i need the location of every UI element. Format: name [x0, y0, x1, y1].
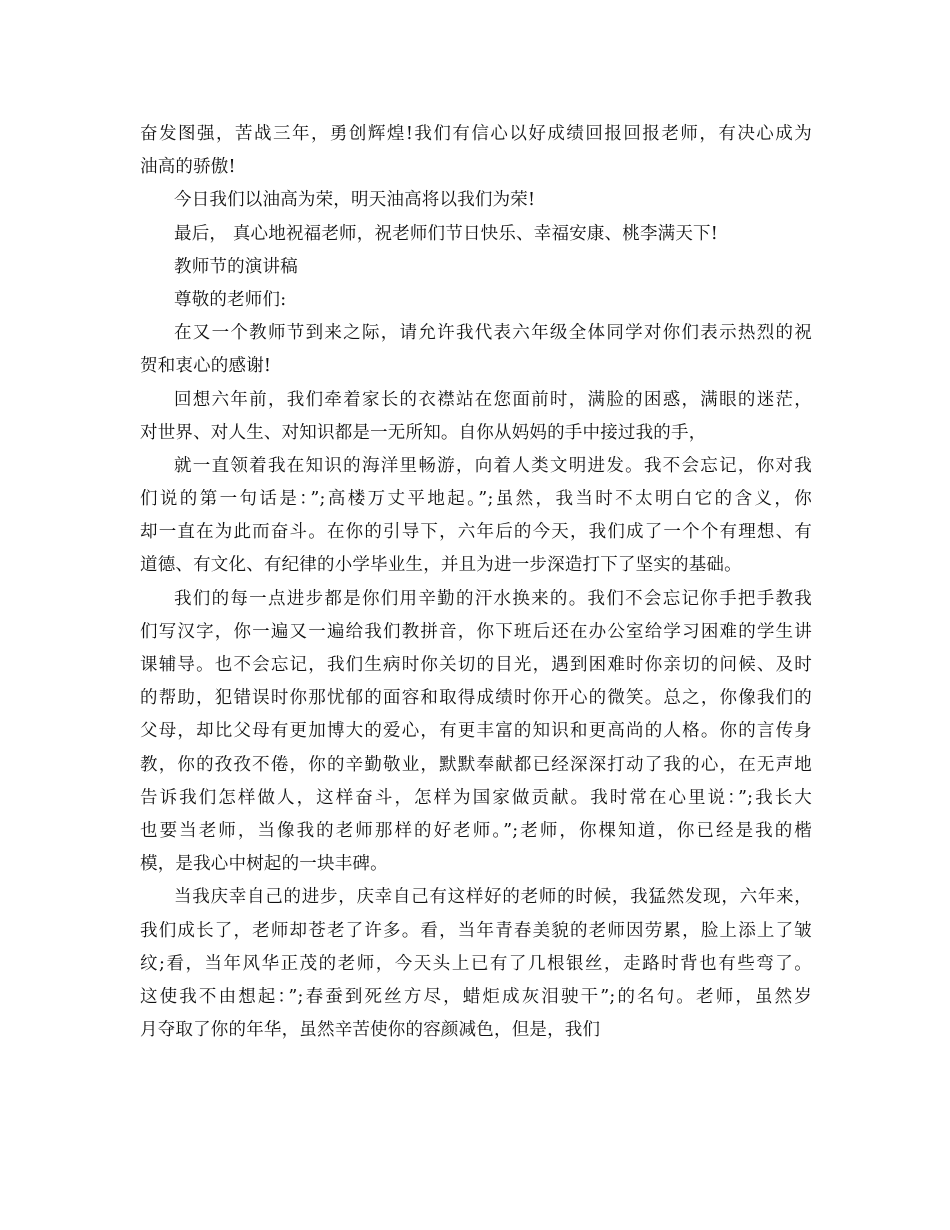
text-line: 我们的每一点进步都是你们用辛勤的汗水换来的。我们不会忘记你手把手教我	[174, 588, 812, 609]
text-line: 也要当老师，当像我的老师那样的好老师。”;老师，你棵知道，你已经是我的楷	[140, 820, 812, 841]
text-line: 贺和衷心的感谢!	[140, 356, 272, 377]
text-line: 告诉我们怎样做人，这样奋斗，怎样为国家做贡献。我时常在心里说：”;我长大	[140, 787, 812, 808]
body-text	[140, 118, 812, 1047]
text-line: 月夺取了你的年华，虽然辛苦使你的容颜减色，但是，我们	[140, 1020, 601, 1041]
text-line: 们写汉字，你一遍又一遍给我们教拼音，你下班后还在办公室给学习困难的学生讲	[140, 621, 812, 642]
text-line: 纹;看，当年风华正茂的老师，今天头上已有了几根银丝，走路时背也有些弯了。	[140, 953, 812, 974]
text-line: 对世界、对人生、对知识都是一无所知。自你从妈妈的手中接过我的手，	[140, 422, 707, 443]
text-line: 的帮助，犯错误时你那忧郁的面容和取得成绩时你开心的微笑。总之，你像我们的	[140, 688, 812, 709]
text-line: 尊敬的老师们:	[174, 289, 287, 310]
text-line: 最后， 真心地祝福老师，祝老师们节日快乐、幸福安康、桃李满天下!	[174, 223, 718, 244]
text-line: 在又一个教师节到来之际，请允许我代表六年级全体同学对你们表示热烈的祝	[174, 323, 812, 344]
text-line: 我们成长了，老师却苍老了许多。看，当年青春美貌的老师因劳累，脸上添上了皱	[140, 920, 812, 941]
text-line: 当我庆幸自己的进步，庆幸自己有这样好的老师的时候，我猛然发现，六年来，	[174, 887, 812, 908]
text-line: 模，是我心中树起的一块丰碑。	[140, 854, 388, 875]
text-line: 这使我不由想起：”;春蚕到死丝方尽，蜡炬成灰泪驶干”;的名句。老师，虽然岁	[140, 986, 812, 1007]
text-line: 道德、有文化、有纪律的小学毕业生，并且为进一步深造打下了坚实的基础。	[140, 555, 742, 576]
text-line: 却一直在为此而奋斗。在你的引导下，六年后的今天，我们成了一个个有理想、有	[140, 522, 812, 543]
text-line: 们说的第一句话是：”;高楼万丈平地起。”;虽然，我当时不太明白它的含义，你	[140, 489, 812, 510]
text-line: 回想六年前，我们牵着家长的衣襟站在您面前时，满脸的困惑，满眼的迷茫，	[174, 389, 812, 410]
text-line: 就一直领着我在知识的海洋里畅游，向着人类文明进发。我不会忘记，你对我	[174, 455, 812, 476]
text-line: 教，你的孜孜不倦，你的辛勤敬业，默默奉献都已经深深打动了我的心，在无声地	[140, 754, 812, 775]
text-line: 油高的骄傲!	[140, 157, 236, 178]
text-line: 教师节的演讲稿	[174, 256, 298, 277]
text-line: 奋发图强，苦战三年，勇创辉煌!我们有信心以好成绩回报回报老师，有决心成为	[140, 124, 812, 144]
text-line: 课辅导。也不会忘记，我们生病时你关切的目光，遇到困难时你亲切的问候、及时	[140, 655, 812, 675]
text-line: 父母，却比父母有更加博大的爱心，有更丰富的知识和更高尚的人格。你的言传身	[140, 721, 812, 742]
text-line: 今日我们以油高为荣，明天油高将以我们为荣!	[174, 190, 536, 211]
